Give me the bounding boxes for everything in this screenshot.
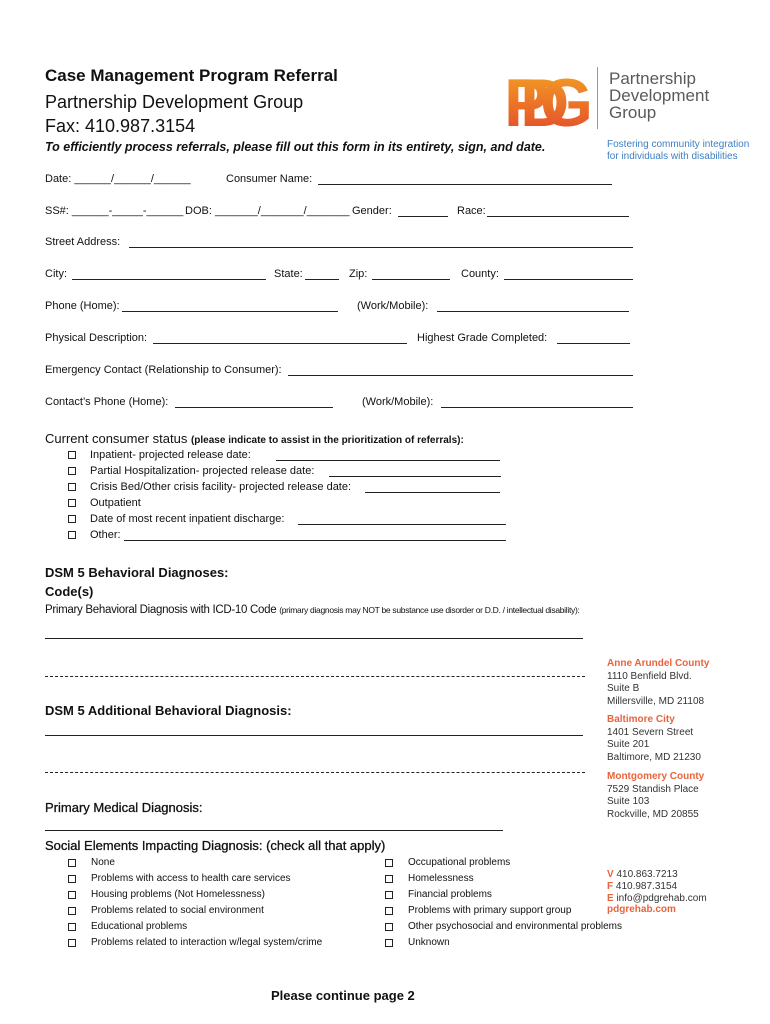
medical-diagnosis-heading: Primary Medical Diagnosis: xyxy=(45,800,203,815)
consumer-name-label: Consumer Name: xyxy=(226,173,313,185)
status-input[interactable] xyxy=(124,540,506,541)
office-county: Anne Arundel County xyxy=(607,658,710,669)
social-checkbox[interactable] xyxy=(68,875,76,883)
email-address[interactable]: info@pdgrehab.com xyxy=(616,892,707,904)
status-checkbox[interactable] xyxy=(68,499,76,507)
social-item: Unknown xyxy=(408,937,450,948)
phone-home-input[interactable] xyxy=(122,311,338,312)
status-input[interactable] xyxy=(276,460,500,461)
office-address-line: 7529 Standish Place xyxy=(607,783,699,795)
date-field[interactable]: Date: ______/______/______ xyxy=(45,173,191,185)
additional-diagnosis-code-input[interactable] xyxy=(45,772,585,773)
status-item: Other: xyxy=(90,529,121,541)
office-county: Montgomery County xyxy=(607,771,705,782)
ssn-field[interactable]: SS#: ______-_____-______ xyxy=(45,205,184,217)
voice-line xyxy=(607,869,707,881)
logo-line-2: Development xyxy=(609,86,710,105)
fax-line xyxy=(607,881,707,893)
logo-wordmark xyxy=(609,70,709,121)
social-item: Educational problems xyxy=(91,921,188,932)
contact-block xyxy=(607,869,707,916)
city-label: City: xyxy=(45,268,67,280)
status-item: Outpatient xyxy=(90,497,141,509)
logo-divider xyxy=(597,67,598,129)
social-item: Problems with access to health care services xyxy=(91,873,291,884)
contact-phone-input[interactable] xyxy=(175,407,333,408)
status-input[interactable] xyxy=(298,524,506,525)
additional-diagnosis-input[interactable] xyxy=(45,735,583,736)
dob-field[interactable]: DOB: _______/_______/_______ xyxy=(185,205,350,217)
highest-grade-input[interactable] xyxy=(557,343,630,344)
tagline-line-2: for individuals with disabilities xyxy=(607,151,738,162)
gender-label: Gender: xyxy=(352,205,392,217)
voice-number: 410.863.7213 xyxy=(616,869,678,880)
status-checkbox[interactable] xyxy=(68,515,76,523)
primary-diagnosis-label xyxy=(45,604,580,616)
office-baltimore xyxy=(607,714,701,764)
office-address-line: Suite 201 xyxy=(607,739,650,751)
social-item: Homelessness xyxy=(408,873,474,884)
office-address-line: Baltimore, MD 21230 xyxy=(607,751,701,763)
office-address-line: Suite 103 xyxy=(607,796,650,808)
email-key: E xyxy=(607,892,614,904)
tagline-line-1: Fostering community integration xyxy=(607,139,750,150)
primary-diagnosis-text: Primary Behavioral Diagnosis with ICD-10 Code xyxy=(45,604,277,616)
office-address-line: Rockville, MD 20855 xyxy=(607,808,699,820)
primary-diagnosis-code-input[interactable] xyxy=(45,676,585,677)
social-item: Other psychosocial and environmental problems xyxy=(408,921,622,932)
social-checkbox[interactable] xyxy=(385,907,393,915)
organization-name: Partnership Development Group xyxy=(45,92,304,112)
social-item: Housing problems (Not Homelessness) xyxy=(91,889,265,900)
street-label: Street Address: xyxy=(45,236,121,248)
primary-diagnosis-note: (primary diagnosis may NOT be substance use disorder or D.D. / intellectual disability): xyxy=(279,605,580,615)
social-elements-heading: Social Elements Impacting Diagnosis: (check all that apply) xyxy=(45,838,386,853)
logo-line-1: Partnership xyxy=(609,69,696,88)
email-line xyxy=(607,893,707,905)
social-item: Problems related to social environment xyxy=(91,905,264,916)
gender-input[interactable] xyxy=(398,216,448,217)
form-title: Case Management Program Referral xyxy=(45,66,338,85)
status-item: Partial Hospitalization- projected release date: xyxy=(90,465,315,477)
status-input[interactable] xyxy=(329,476,501,477)
social-checkbox[interactable] xyxy=(68,907,76,915)
medical-diagnosis-input[interactable] xyxy=(45,830,503,831)
zip-input[interactable] xyxy=(372,279,450,280)
state-label: State: xyxy=(274,268,303,280)
primary-diagnosis-input[interactable] xyxy=(45,638,583,639)
continue-notice: Please continue page 2 xyxy=(271,988,415,1003)
contact-phone-label: Contact’s Phone (Home): xyxy=(45,396,169,408)
physical-description-input[interactable] xyxy=(153,343,407,344)
office-address-line: 1110 Benfield Blvd. xyxy=(607,670,692,682)
social-item: Financial problems xyxy=(408,889,492,900)
dsm-heading: DSM 5 Behavioral Diagnoses: xyxy=(45,565,229,580)
status-heading xyxy=(45,431,464,446)
social-checkbox[interactable] xyxy=(68,939,76,947)
office-address-line: Millersville, MD 21108 xyxy=(607,695,705,707)
zip-label: Zip: xyxy=(349,268,368,280)
race-input[interactable] xyxy=(487,216,629,217)
office-anne-arundel xyxy=(607,658,709,708)
social-checkbox[interactable] xyxy=(385,859,393,867)
emergency-contact-input[interactable] xyxy=(288,375,633,376)
county-label: County: xyxy=(461,268,499,280)
highest-grade-label: Highest Grade Completed: xyxy=(417,332,548,344)
social-checkbox[interactable] xyxy=(68,891,76,899)
status-item: Inpatient- projected release date: xyxy=(90,449,251,461)
status-checkbox[interactable] xyxy=(68,531,76,539)
status-item: Crisis Bed/Other crisis facility- projected release date: xyxy=(90,481,352,493)
work-mobile-label: (Work/Mobile): xyxy=(357,300,429,312)
logo-line-3: Group xyxy=(609,103,657,122)
office-address-line: Suite B xyxy=(607,683,640,695)
status-checkbox[interactable] xyxy=(68,483,76,491)
status-checkbox[interactable] xyxy=(68,467,76,475)
voice-key: V xyxy=(607,869,614,880)
social-checkbox[interactable] xyxy=(385,891,393,899)
social-checkbox[interactable] xyxy=(385,875,393,883)
office-county: Baltimore City xyxy=(607,714,675,725)
emergency-contact-label: Emergency Contact (Relationship to Consumer): xyxy=(45,364,282,376)
social-checkbox[interactable] xyxy=(68,923,76,931)
social-item: None xyxy=(91,857,115,868)
race-label: Race: xyxy=(457,205,486,217)
social-checkbox[interactable] xyxy=(385,939,393,947)
website-link[interactable]: pdgrehab.com xyxy=(607,904,676,916)
county-input[interactable] xyxy=(504,279,633,280)
office-montgomery xyxy=(607,771,704,821)
fax-key: F xyxy=(607,880,614,892)
codes-heading: Code(s) xyxy=(45,584,94,599)
street-input[interactable] xyxy=(129,247,633,248)
social-item: Problems with primary support group xyxy=(408,905,572,916)
fax-number: Fax: 410.987.3154 xyxy=(45,116,196,136)
status-item: Date of most recent inpatient discharge: xyxy=(90,513,285,525)
phone-home-label: Phone (Home): xyxy=(45,300,120,312)
status-input[interactable] xyxy=(365,492,500,493)
additional-diagnosis-heading: DSM 5 Additional Behavioral Diagnosis: xyxy=(45,703,292,718)
fax-number-side: 410.987.3154 xyxy=(615,880,678,892)
svg-text:PDG: PDG xyxy=(504,65,590,132)
physical-description-label: Physical Description: xyxy=(45,332,148,344)
office-address-line: 1401 Severn Street xyxy=(607,726,694,738)
contact-work-input[interactable] xyxy=(441,407,633,408)
social-item: Occupational problems xyxy=(408,857,511,868)
social-checkbox[interactable] xyxy=(68,859,76,867)
logo-tagline xyxy=(607,139,749,163)
work-mobile-input[interactable] xyxy=(437,311,629,312)
social-item: Problems related to interaction w/legal system/crime xyxy=(91,937,323,948)
city-input[interactable] xyxy=(72,279,266,280)
status-heading-text: Current consumer status xyxy=(45,431,188,446)
status-heading-note: (please indicate to assist in the prioritization of referrals): xyxy=(190,435,464,446)
status-checkbox[interactable] xyxy=(68,451,76,459)
contact-work-label: (Work/Mobile): xyxy=(362,396,434,408)
social-checkbox[interactable] xyxy=(385,923,393,931)
consumer-name-input[interactable] xyxy=(318,184,612,185)
state-input[interactable] xyxy=(305,279,339,280)
instructions: To efficiently process referrals, please fill out this form in its entirety, sign, and date. xyxy=(45,140,546,154)
